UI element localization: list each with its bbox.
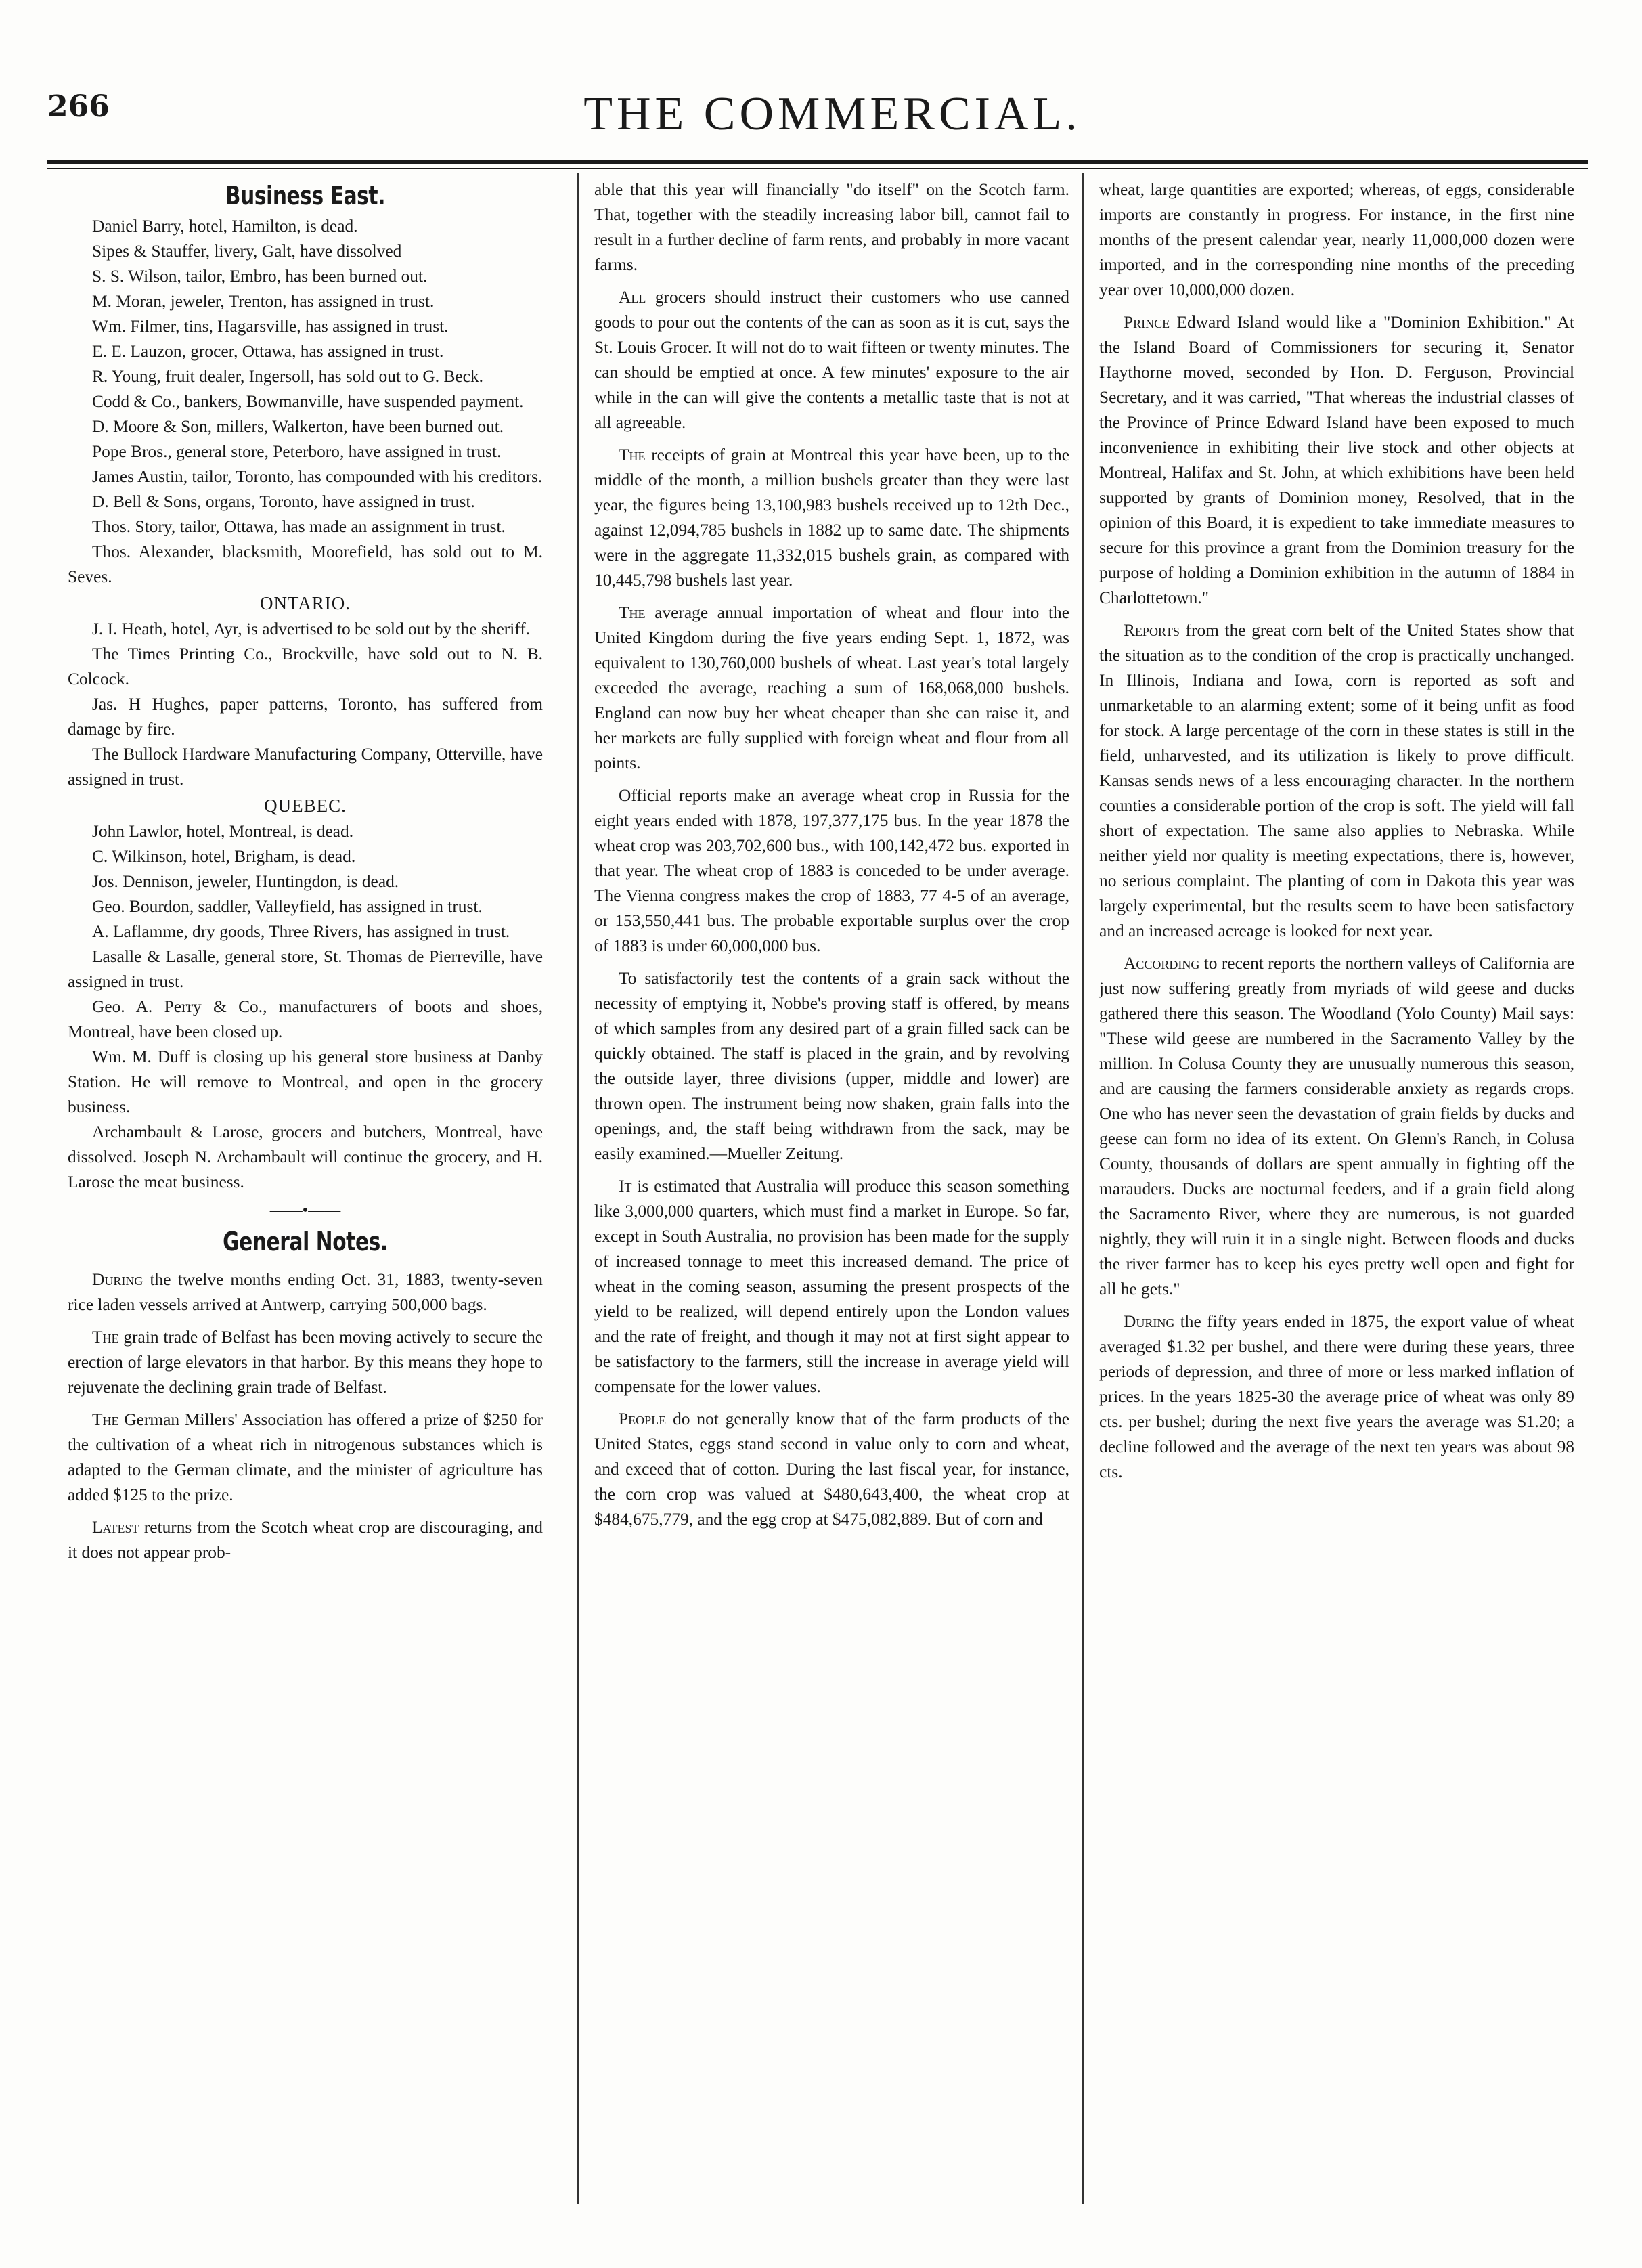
paragraph-lead-word: The — [92, 1328, 119, 1347]
business-notice: Geo. A. Perry & Co., manufacturers of boots and shoes, Montreal, have been closed up. — [68, 997, 543, 1041]
business-notice: Jos. Dennison, jeweler, Huntingdon, is dead. — [92, 872, 399, 891]
business-notice: Sipes & Stauffer, livery, Galt, have dissolved — [92, 242, 402, 261]
business-notice: Thos. Story, tailor, Ottawa, has made an assignment in trust. — [92, 517, 506, 536]
section-ornament: ——•—— — [269, 1202, 341, 1219]
column-divider-left — [577, 173, 579, 2204]
column-middle — [594, 177, 1069, 1532]
business-east-list — [68, 214, 543, 590]
news-paragraph — [594, 1174, 1069, 1399]
business-notice: Wm. Filmer, tins, Hagarsville, has assigned in trust. — [92, 317, 449, 336]
general-notes-list — [68, 1267, 543, 1565]
news-paragraph — [1099, 951, 1574, 1302]
paragraph-lead-word: The — [619, 603, 646, 622]
paragraph-body: grain trade of Belfast has been moving actively to secure the erection of large elevators in that harbor. By this means they hope to rejuvenate the declining grain trade of Belfast. — [68, 1328, 543, 1397]
page-number: 266 — [47, 89, 110, 124]
business-notice: Wm. M. Duff is closing up his general store business at Danby Station. He will remove to Montreal, and open in the grocery business. — [68, 1047, 543, 1116]
news-paragraph — [1099, 1309, 1574, 1485]
business-notice: Geo. Bourdon, saddler, Valleyfield, has assigned in trust. — [92, 897, 483, 916]
news-paragraph — [594, 1407, 1069, 1532]
news-paragraph — [594, 443, 1069, 593]
heading-quebec: QUEBEC. — [264, 795, 347, 816]
business-notice: R. Young, fruit dealer, Ingersoll, has sold out to G. Beck. — [92, 367, 483, 386]
business-notice: J. I. Heath, hotel, Ayr, is advertised to be sold out by the sheriff. — [92, 619, 531, 638]
business-notice: C. Wilkinson, hotel, Brigham, is dead. — [92, 847, 356, 866]
business-notice: S. S. Wilson, tailor, Embro, has been burned out. — [92, 267, 428, 286]
business-notice: D. Bell & Sons, organs, Toronto, have assigned in trust. — [92, 492, 475, 511]
middle-column-articles — [594, 177, 1069, 1532]
business-notice: Lasalle & Lasalle, general store, St. Thomas de Pierreville, have assigned in trust. — [68, 947, 543, 991]
paragraph-lead-word: All — [619, 288, 646, 307]
header-rule-thin — [47, 168, 1588, 169]
paragraph-lead-word: People — [619, 1410, 667, 1429]
paragraph-lead-word: The — [619, 445, 646, 464]
ontario-list — [68, 617, 543, 792]
paragraph-lead-word: It — [619, 1177, 632, 1196]
business-notice: Pope Bros., general store, Peterboro, have assigned in trust. — [92, 442, 502, 461]
news-paragraph — [68, 1515, 543, 1565]
news-paragraph — [68, 1267, 543, 1317]
paragraph-body: the twelve months ending Oct. 31, 1883, twenty-seven rice laden vessels arrived at Antwerp, carrying 500,000 bags. — [68, 1270, 543, 1314]
business-notice: A. Laflamme, dry goods, Three Rivers, has assigned in trust. — [92, 922, 510, 941]
news-paragraph — [594, 177, 1069, 278]
header-rule-thick — [47, 160, 1588, 164]
news-paragraph — [68, 1325, 543, 1400]
business-notice: John Lawlor, hotel, Montreal, is dead. — [92, 822, 354, 841]
news-paragraph — [68, 1408, 543, 1508]
news-paragraph — [594, 285, 1069, 435]
right-column-articles — [1099, 177, 1574, 1485]
business-notice: Codd & Co., bankers, Bowmanville, have suspended payment. — [92, 392, 524, 411]
business-notice: The Bullock Hardware Manufacturing Company, Otterville, have assigned in trust. — [68, 745, 543, 789]
paragraph-body: is estimated that Australia will produce this season something like 3,000,000 quarters, which must find a market in Europe. So far, except in South Australia, no provision has been made for the supply of increased tonnage to meet this increased demand. The price of wheat in the coming season, assuming the present prospects of the yield to be realized, will depend entirely upon the London values and the rate of freight, and though it may not at first sight appear to be satisfactory to the farmers, still the increase in average yield will compensate for the lower values. — [594, 1177, 1069, 1396]
paragraph-body: from the great corn belt of the United States show that the situation as to the condition of the crop is practically unchanged. In Illinois, Indiana and Iowa, corn is reported as soft and unmarketable to an alarming extent; some of it being unfit as food for stock. A large percentage of the corn in these states is still in the field, unharvested, and its utilization is likely to prove difficult. Kansas sends news of a less encouraging character. In the northern counties a considerable portion of the crop is soft. The yield will fall short of expectation. The same also applies to Nebraska. While neither yield nor quality is meeting expectations, there is, however, no serious complaint. The planting of corn in Dakota this year was largely experimental, but the results seem to have been satisfactory and an increased acreage is looked for next year. — [1099, 621, 1574, 940]
paragraph-lead-word: Prince — [1124, 313, 1170, 332]
business-notice: James Austin, tailor, Toronto, has compounded with his creditors. — [92, 467, 543, 486]
heading-ontario: ONTARIO. — [259, 593, 351, 613]
paragraph-body: the fifty years ended in 1875, the export value of wheat averaged $1.32 per bushel, and there were during these years, three periods of depression, and three of more or less marked inflation of prices. In the years 1825-30 the average price of wheat was only 89 cts. per bushel; during the next five years the average was $1.20; a decline followed and the average of the next ten years was about 98 cts. — [1099, 1312, 1574, 1481]
news-paragraph — [1099, 618, 1574, 944]
column-divider-right — [1082, 173, 1084, 2204]
news-paragraph — [594, 966, 1069, 1166]
paragraph-body: do not generally know that of the farm products of the United States, eggs stand second in value only to corn and wheat, and exceed that of cotton. During the last fiscal year, for instance, the corn crop was valued at $480,643,400, the wheat crop at $484,675,779, and the egg crop at $475,082,889. But of corn and — [594, 1410, 1069, 1529]
paragraph-body: Edward Island would like a "Dominion Exhibition." At the Island Board of Commissioners for securing it, Senator Haythorne moved, seconded by Hon. D. Ferguson, Provincial Secretary, and it was carried, "That whereas the industrial classes of the Province of Prince Edward Island have been exposed to much inconvenience in exhibiting their live stock and other objects at Montreal, Halifax and St. John, at which exhibitions have been held supported by grants of Dominion money, Resolved, that in the opinion of this Board, it is expedient to take immediate measures to secure for this province a grant from the Dominion treasury for the purpose of holding a Dominion exhibition in the autumn of 1884 in Charlottetown." — [1099, 313, 1574, 607]
quebec-list — [68, 819, 543, 1195]
paragraph-lead-word: During — [1124, 1312, 1175, 1331]
business-notice: D. Moore & Son, millers, Walkerton, have been burned out. — [92, 417, 504, 436]
paragraph-body: returns from the Scotch wheat crop are discouraging, and it does not appear prob- — [68, 1518, 543, 1562]
paragraph-body: to recent reports the northern valleys of California are just now suffering greatly from myriads of wild geese and ducks gathered there this season. The Woodland (Yolo County) Mail says: "These wild geese are numbered in the Sacramento Valley by the million. In Colusa County they are unusually numerous this season, and are causing the farmers considerable anxiety as regards crops. One who has never seen the devastation of grain fields by ducks and geese can form no idea of its extent. On Glenn's Ranch, in Colusa County, thousands of dollars are spent annually in fighting off the marauders. Ducks are nocturnal feeders, and if a grain field along the Sacramento River, where they are numerous, is not guarded nightly, they will ruin it in a single night. Between floods and ducks the river farmer has to keep his eyes pretty well open and fight for all he gets." — [1099, 954, 1574, 1299]
business-notice: Jas. H Hughes, paper patterns, Toronto, has suffered from damage by fire. — [68, 695, 543, 739]
paragraph-body: average annual importation of wheat and flour into the United Kingdom during the five years ending Sept. 1, 1872, was equivalent to 130,760,000 bushels of wheat. Last year's total largely exceeded the average, reaching a sum of 168,068,000 bushels. England can now buy her wheat cheaper than she can raise it, and her markets are fully supplied with foreign wheat and flour from all points. — [594, 603, 1069, 772]
news-paragraph — [1099, 177, 1574, 303]
business-notice: Daniel Barry, hotel, Hamilton, is dead. — [92, 217, 358, 236]
heading-general-notes: General Notes. — [223, 1227, 388, 1257]
business-notice: M. Moran, jeweler, Trenton, has assigned in trust. — [92, 292, 435, 311]
paragraph-lead-word: According — [1124, 954, 1200, 973]
heading-business-east: Business East. — [225, 181, 386, 211]
business-notice: Archambault & Larose, grocers and butchers, Montreal, have dissolved. Joseph N. Archambault will continue the grocery, and H. Larose the meat business. — [68, 1122, 543, 1192]
business-notice: The Times Printing Co., Brockville, have sold out to N. B. Colcock. — [68, 645, 543, 689]
paragraph-body: To satisfactorily test the contents of a grain sack without the necessity of emptying it, Nobbe's proving staff is offered, by means of which samples from any desired part of a grain filled sack can be quickly obtained. The staff is placed in the grain, and by revolving the outside layer, three divisions (upper, middle and lower) are thrown open. The instrument being now shaken, grain falls into the openings, and, the staff being withdrawn from the sack, may be easily examined.—Mueller Zeitung. — [594, 969, 1069, 1163]
news-paragraph — [594, 783, 1069, 959]
business-notice: E. E. Lauzon, grocer, Ottawa, has assigned in trust. — [92, 342, 444, 361]
paragraph-body: receipts of grain at Montreal this year have been, up to the middle of the month, a million bushels greater than they were last year, the figures being 13,100,983 bushels received up to 12th Dec., against 12,094,785 bushels in 1882 up to same date. The shipments were in the aggregate 11,332,015 bushels grain, as compared with 10,445,798 bushels last year. — [594, 445, 1069, 590]
paragraph-body: Official reports make an average wheat crop in Russia for the eight years ended with 1878, 197,377,175 bus. In the year 1878 the wheat crop was 203,702,600 bus., with 100,142,472 bus. exported in that year. The wheat crop of 1883 is conceded to be under average. The Vienna congress makes the crop of 1883, 77 4-5 of an average, or 153,550,441 bus. The probable exportable surplus over the crop of 1883 is under 60,000,000 bus. — [594, 786, 1069, 955]
news-paragraph — [1099, 310, 1574, 611]
column-right — [1099, 177, 1574, 1485]
business-notice: Thos. Alexander, blacksmith, Moorefield, has sold out to M. Seves. — [68, 542, 543, 586]
paragraph-lead-word: During — [92, 1270, 143, 1289]
paragraph-lead-word: Reports — [1124, 621, 1180, 640]
news-paragraph — [594, 601, 1069, 776]
column-left — [68, 177, 543, 1565]
paragraph-body: wheat, large quantities are exported; whereas, of eggs, considerable imports are constantly in progress. For instance, in the first nine months of the present calendar year, nearly 11,000,000 dozen were imported, and in the corresponding nine months of the preceding year over 10,000,000 dozen. — [1099, 180, 1574, 299]
paragraph-lead-word: The — [92, 1410, 119, 1429]
paragraph-lead-word: Latest — [92, 1518, 139, 1537]
paragraph-body: able that this year will financially "do itself" on the Scotch farm. That, together with the steadily increasing labor bill, cannot fail to result in a further decline of farm rents, and probably in more vacant farms. — [594, 180, 1069, 274]
paragraph-body: German Millers' Association has offered a prize of $250 for the cultivation of a wheat rich in nitrogenous substances which is adapted to the German climate, and the minister of agriculture has added $125 to the prize. — [68, 1410, 543, 1504]
paragraph-body: grocers should instruct their customers who use canned goods to pour out the contents of the can as soon as it is cut, says the St. Louis Grocer. It will not do to wait fifteen or twenty minutes. The can should be emptied at once. A few minutes' exposure to the air while in the can will give the contents a metallic taste that is not at all agreeable. — [594, 288, 1069, 432]
masthead-title: THE COMMERCIAL. — [583, 88, 1082, 140]
